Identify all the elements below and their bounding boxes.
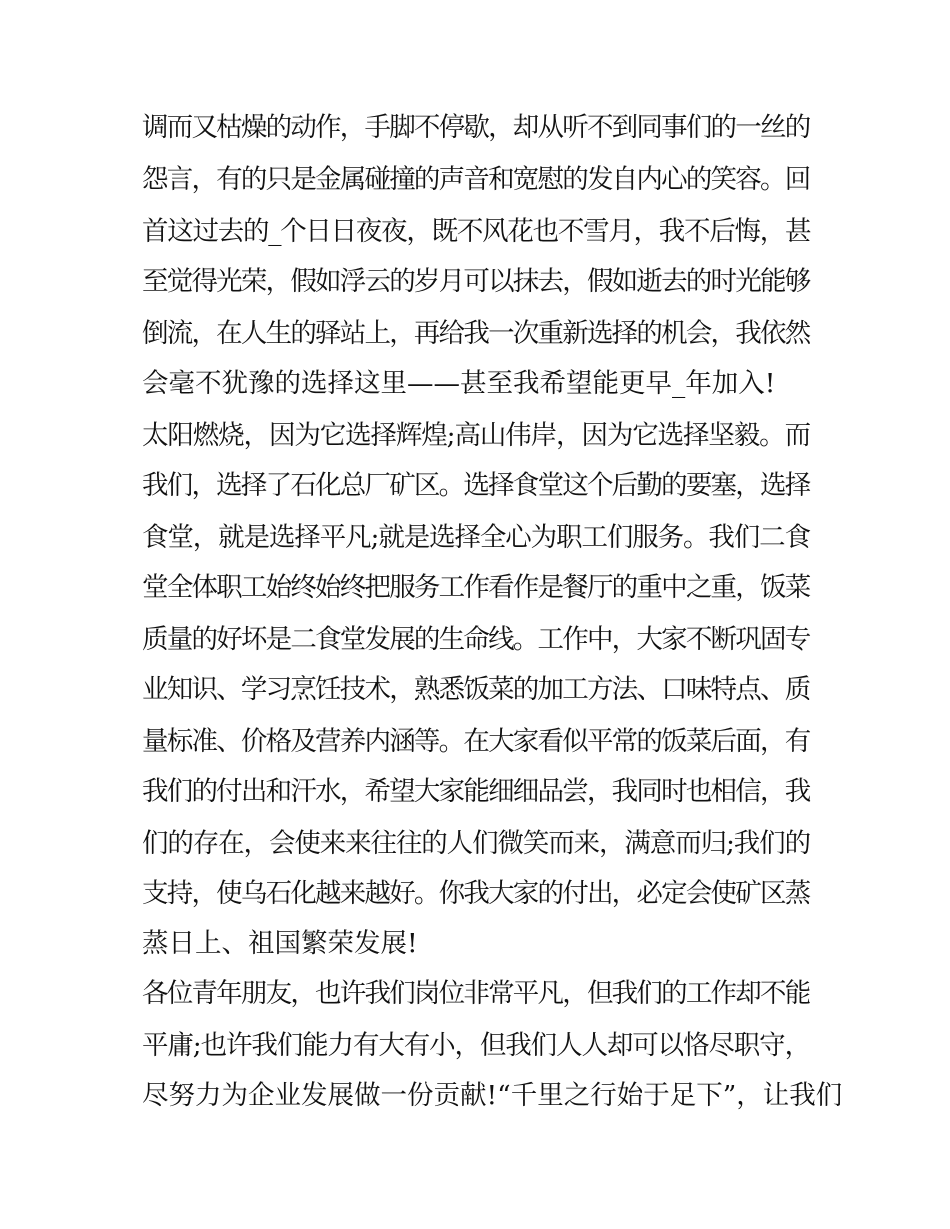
text-line: 们的存在，会使来来往往的人们微笑而来，满意而归;我们的 (142, 828, 810, 859)
text-line: 量标准、价格及营养内涵等。在大家看似平常的饭菜后面，有 (142, 726, 810, 757)
text-line: 尽努力为企业发展做一份贡献!“千里之行始于足下”，让我们 (142, 1080, 843, 1111)
text-line: 倒流，在人生的驿站上，再给我一次重新选择的机会，我依然 (142, 318, 810, 349)
text-line: 业知识、学习烹饪技术，熟悉饭菜的加工方法、口味特点、质 (142, 674, 810, 705)
text-line: 各位青年朋友，也许我们岗位非常平凡，但我们的工作却不能 (142, 978, 810, 1009)
text-line: 堂全体职工始终始终把服务工作看作是餐厅的重中之重，饭菜 (142, 572, 810, 603)
text-line: 食堂，就是选择平凡;就是选择全心为职工们服务。我们二食 (142, 522, 810, 553)
text-line: 太阳燃烧，因为它选择辉煌;高山伟岸，因为它选择坚毅。而 (142, 420, 810, 451)
text-line: 平庸;也许我们能力有大有小，但我们人人却可以恪尽职守， (142, 1030, 810, 1061)
text-line: 调而又枯燥的动作，手脚不停歇，却从听不到同事们的一丝的 (142, 112, 810, 143)
text-line: 蒸日上、祖国繁荣发展! (142, 928, 418, 959)
text-line: 我们，选择了石化总厂矿区。选择食堂这个后勤的要塞，选择 (142, 470, 810, 501)
text-line: 我们的付出和汗水，希望大家能细细品尝，我同时也相信，我 (142, 776, 810, 807)
text-line: 首这过去的_个日日夜夜，既不风花也不雪月，我不后悔，甚 (142, 216, 811, 247)
text-line: 支持，使乌石化越来越好。你我大家的付出，必定会使矿区蒸 (142, 878, 810, 909)
text-line: 会毫不犹豫的选择这里——甚至我希望能更早_年加入! (142, 368, 776, 399)
text-line: 至觉得光荣，假如浮云的岁月可以抹去，假如逝去的时光能够 (142, 266, 810, 297)
text-line: 质量的好坏是二食堂发展的生命线。工作中，大家不断巩固专 (142, 624, 810, 655)
text-line: 怨言，有的只是金属碰撞的声音和宽慰的发自内心的笑容。回 (142, 164, 810, 195)
